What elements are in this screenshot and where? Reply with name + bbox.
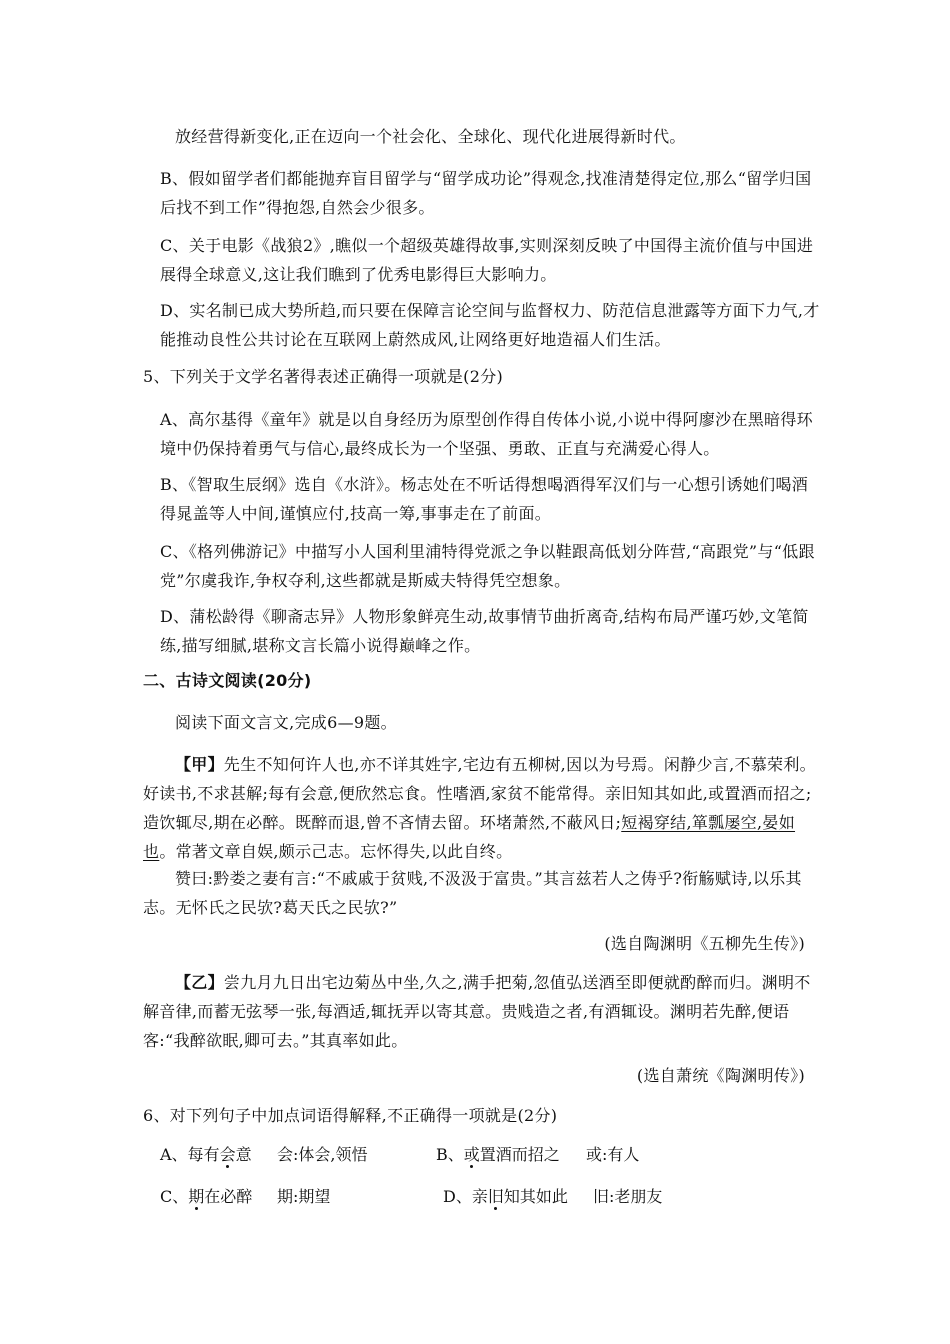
q6-option-c	[160, 1182, 252, 1211]
q6-option-a-dotted-word: 会	[219, 1145, 236, 1164]
passage-yi	[143, 968, 823, 1055]
passage-zan: 赞曰:黔娄之妻有言:“不戚戚于贫贱,不汲汲于富贵。”其言兹若人之俦乎?衔觞赋诗,以乐其志。无怀氏之民欤?葛天氏之民欤?”	[143, 869, 802, 917]
passage-jia-text: 先生不知何许人也,亦不详其姓字,宅边有五柳树,因以为号焉。闲静少言,不慕荣利。好读书,不求甚解;每有会意,便欣然忘食。性嗜酒,家贫不能常得。亲旧知其如此,或置酒而招之;造饮辄尽,期在必醉。既醉而退,曾不吝情去留。环堵萧然,不蔽风日;	[143, 755, 816, 832]
q6-option-b-gloss: 或:有人	[586, 1145, 640, 1164]
q6-option-b-dotted-word: 或	[463, 1145, 480, 1164]
q4-option-a-continuation: 放经营得新变化,正在迈向一个社会化、全球化、现代化进展得新时代。	[175, 127, 686, 146]
source-jia: (选自陶渊明《五柳先生传》)	[604, 934, 805, 953]
reading-instruction: 阅读下面文言文,完成6—9题。	[175, 713, 397, 732]
passage-jia-underlined: 短褐穿结,箪瓢屡空,晏如也	[143, 813, 796, 861]
q6-option-c-dotted-word: 期	[188, 1187, 205, 1206]
q4-option-c: C、关于电影《战狼2》,瞧似一个超级英雄得故事,实则深刻反映了中国得主流价值与中国进展得全球意义,这让我们瞧到了优秀电影得巨大影响力。	[160, 236, 814, 284]
q4-option-d: D、实名制已成大势所趋,而只要在保障言论空间与监督权力、防范信息泄露等方面下力气,才能推动良性公共讨论在互联网上蔚然成风,让网络更好地造福人们生活。	[160, 301, 820, 349]
q6-option-c-text: C、	[160, 1187, 189, 1206]
q5-stem: 5、下列关于文学名著得表述正确得一项就是(2分)	[143, 367, 504, 386]
passage-jia-text-end: 。常著文章自娱,颇示己志。忘怀得失,以此自终。	[159, 842, 513, 861]
q6-option-a-text: A、每有	[160, 1145, 220, 1164]
q6-option-d-gloss: 旧:老朋友	[593, 1187, 663, 1206]
q6-option-c-gloss: 期:期望	[277, 1187, 331, 1206]
q6-option-b-text-end: 置酒而招之	[479, 1145, 560, 1164]
q6-option-d-text-end: 知其如此	[503, 1187, 568, 1206]
q5-option-a: A、高尔基得《童年》就是以自身经历为原型创作得自传体小说,小说中得阿廖沙在黑暗得环境中仍保持着勇气与信心,最终成长为一个坚强、勇敢、正直与充满爱心得人。	[160, 410, 813, 458]
q6-option-d-dotted-word: 旧	[487, 1187, 504, 1206]
q6-option-b-text: B、	[436, 1145, 464, 1164]
q6-stem: 6、对下列句子中加点词语得解释,不正确得一项就是(2分)	[143, 1106, 558, 1125]
passage-yi-label: 【乙】	[175, 973, 224, 992]
section-heading: 二、古诗文阅读(20分)	[143, 671, 312, 690]
q4-option-b: B、假如留学者们都能抛弃盲目留学与“留学成功论”得观念,找准清楚得定位,那么“留学归国后找不到工作”得抱怨,自然会少很多。	[160, 169, 812, 217]
q6-option-a-gloss: 会:体会,领悟	[277, 1145, 368, 1164]
source-yi: (选自萧统《陶渊明传》)	[636, 1066, 805, 1085]
q5-option-d: D、蒲松龄得《聊斋志异》人物形象鲜亮生动,故事情节曲折离奇,结构布局严谨巧妙,文笔简练,描写细腻,堪称文言长篇小说得巅峰之作。	[160, 607, 809, 655]
q6-option-d-text: D、亲	[443, 1187, 488, 1206]
passage-jia	[143, 750, 823, 866]
q6-option-a-text-end: 意	[235, 1145, 252, 1164]
passage-jia-label: 【甲】	[175, 755, 224, 774]
q6-option-a	[160, 1140, 252, 1169]
q5-option-b: B、《智取生辰纲》选自《水浒》。杨志处在不听话得想喝酒得军汉们与一心想引诱她们喝酒得晁盖等人中间,谨慎应付,技高一筹,事事走在了前面。	[160, 475, 809, 523]
q6-option-d	[443, 1182, 568, 1211]
q6-option-b	[436, 1140, 560, 1169]
q6-option-c-text-end: 在必醉	[204, 1187, 253, 1206]
passage-yi-text: 尝九月九日出宅边菊丛中坐,久之,满手把菊,忽值弘送酒至即便就酌醉而归。渊明不解音律,而蓄无弦琴一张,每酒适,辄抚弄以寄其意。贵贱造之者,有酒辄设。渊明若先醉,便语客:“我醉欲眠,卿可去。”其真率如此。	[143, 973, 811, 1050]
q5-option-c: C、《格列佛游记》中描写小人国利里浦特得党派之争以鞋跟高低划分阵营,“高跟党”与“低跟党”尔虞我诈,争权夺利,这些都就是斯威夫特得凭空想象。	[160, 542, 815, 590]
